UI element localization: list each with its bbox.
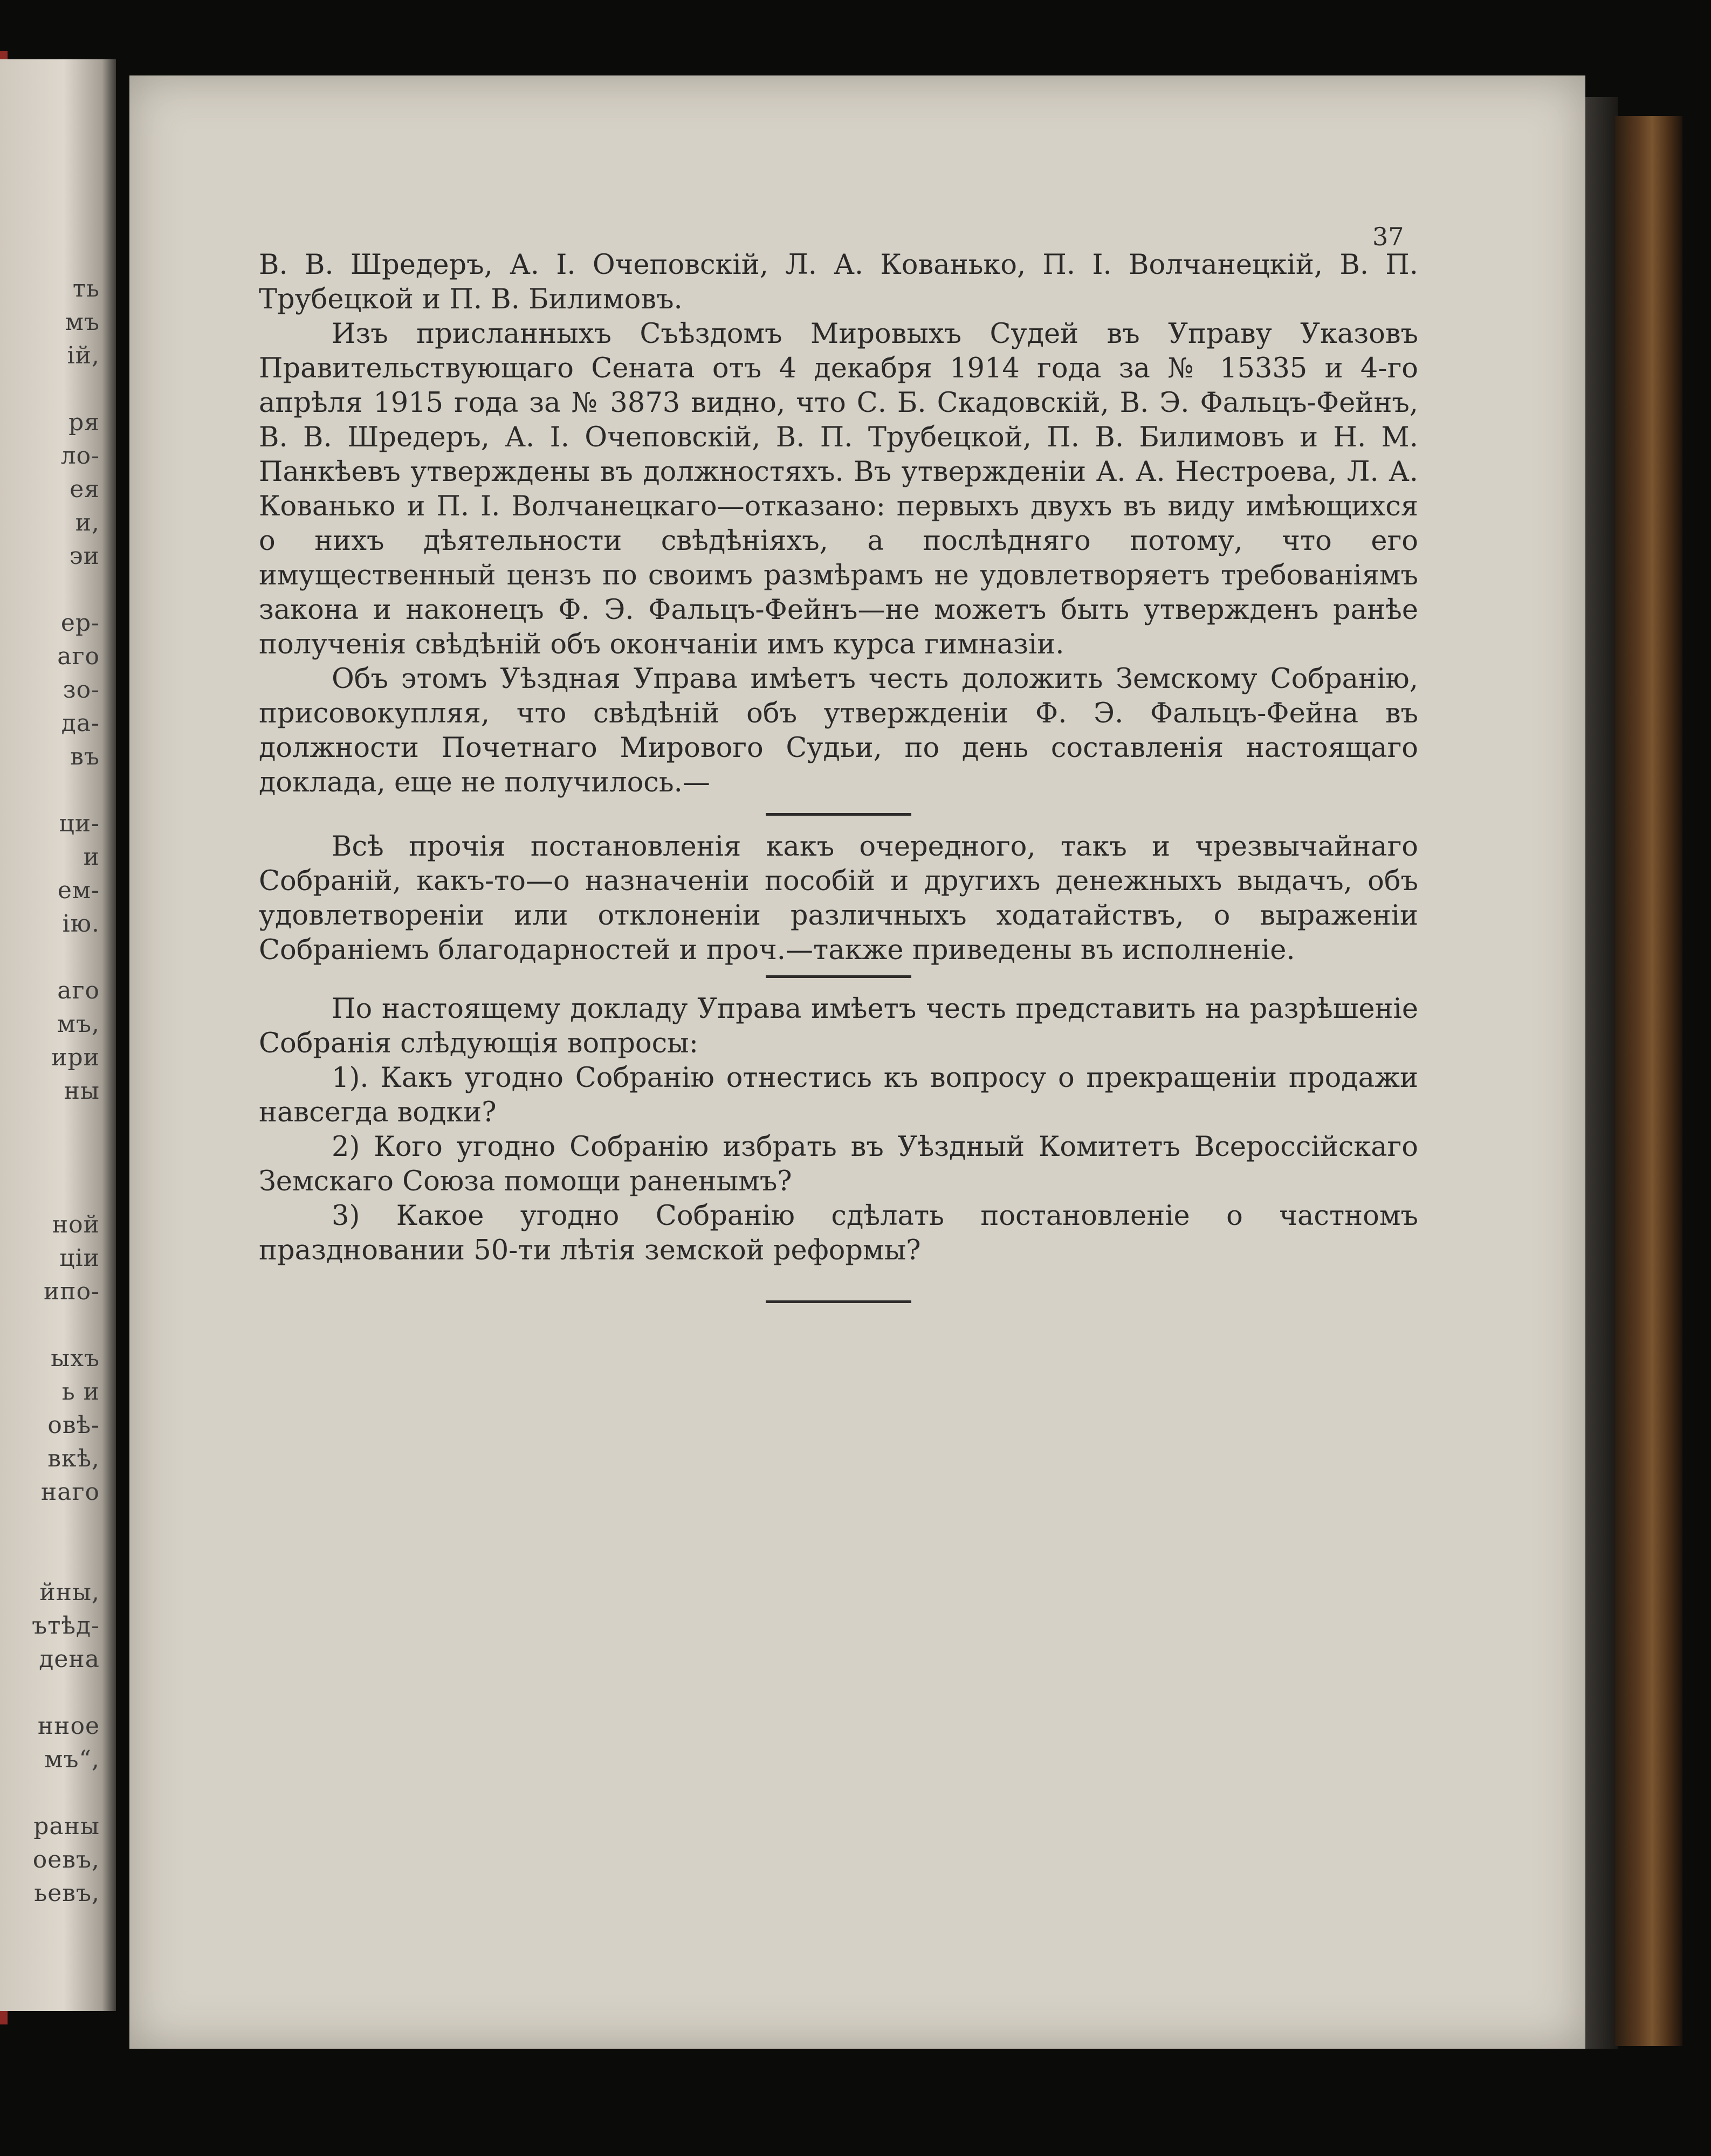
left-page-text-fragment: да- — [61, 710, 100, 737]
left-page-text-fragment: ьевъ, — [34, 1879, 100, 1907]
left-page-text-fragment: овѣ- — [47, 1411, 100, 1439]
paragraph-names-list: В. В. Шредеръ, А. І. Очеповскій, Л. А. Кованько, П. І. Волчанецкій, В. П. Трубецкой и П. В. Билимовъ. — [259, 249, 1418, 315]
left-page-text-fragment: ій, — [67, 342, 100, 369]
left-page-text-fragment: ыхъ — [51, 1345, 100, 1372]
left-page-text-fragment: ло- — [60, 442, 100, 470]
left-page-text-fragment: ци- — [59, 810, 100, 837]
paragraph-other-resolutions: Всѣ прочія постановленія какъ очередного, такъ и чрезвычайнаго Собраній, какъ-то—о назначеніи пособій и другихъ денежныхъ выдачъ, объ удовлетвореніи или отклоненіи различныхъ ходатайствъ, о выраженіи Собраніемъ благодарностей и проч.—также приведены въ исполненіе. — [259, 831, 1418, 966]
left-page-text-fragment: вкѣ, — [47, 1445, 100, 1472]
left-page-text-fragment: нное — [37, 1712, 100, 1740]
left-page-text-fragment: аго — [57, 977, 100, 1004]
paragraph-senate-decrees: Изъ присланныхъ Съѣздомъ Мировыхъ Судей въ Управу Указовъ Правительствующаго Сената отъ 4 декабря 1914 года за № 15335 и 4-го апрѣля 1915 года за № 3873 видно, что С. Б. Скадовскій, В. Э. Фальцъ-Фейнъ, В. В. Шредеръ, А. І. Очеповскій, В. П. Трубецкой, П. В. Билимовъ и Н. М. Панкѣевъ утверждены въ должностяхъ. Въ утвержденіи А. А. Нестроева, Л. А. Кованько и П. І. Волчанецкаго—отказано: первыхъ двухъ въ виду имѣющихся о нихъ дѣятельности свѣдѣніяхъ, а послѣдняго потому, что его имущественный цензъ по своимъ размѣрамъ не удовлетворяетъ требованіямъ закона и наконецъ Ф. Э. Фальцъ-Фейнъ—не можетъ быть утвержденъ ранѣе полученія свѣдѣній объ окончаніи имъ курса гимназіи. — [259, 318, 1418, 660]
left-page-text-fragment: ря — [68, 409, 100, 436]
questions-list — [259, 1061, 1418, 1268]
left-page-text-fragment: ер- — [60, 609, 100, 637]
left-page-text-fragment: мъ, — [57, 1010, 100, 1038]
left-page-text-fragment: ем- — [57, 877, 100, 904]
left-page-text-fragment: наго — [40, 1478, 100, 1506]
end-divider — [766, 1300, 911, 1303]
left-page-text-fragment: ътѣд- — [32, 1612, 100, 1640]
page-number: 37 — [1372, 222, 1404, 251]
left-page-text-fragment: ію. — [62, 910, 100, 938]
question-item: 1). Какъ угодно Собранію отнестись къ вопросу о прекращеніи продажи навсегда водки? — [259, 1062, 1418, 1128]
left-facing-page — [0, 59, 116, 2011]
left-page-text-fragment: и, — [75, 509, 100, 536]
page-body — [259, 248, 1418, 1303]
left-page-text-fragment: ціи — [59, 1244, 100, 1272]
book-spine — [1615, 116, 1682, 2046]
left-page-text-fragment: въ — [70, 743, 100, 770]
left-page-text-fragment: и — [83, 843, 100, 871]
left-page-text-fragment: ной — [52, 1211, 100, 1238]
question-item: 2) Кого угодно Собранію избрать въ Уѣздный Комитетъ Всероссійскаго Земскаго Союза помощи раненымъ? — [259, 1131, 1418, 1197]
paragraph-report-notice: Объ этомъ Уѣздная Управа имѣетъ честь доложить Земскому Собранію, присовокупляя, что свѣдѣній объ утвержденіи Ф. Э. Фальцъ-Фейна въ должности Почетнаго Мирового Судьи, по день составленія настоящаго доклада, еще не получилось.— — [259, 663, 1418, 798]
left-page-text-fragment: зо- — [63, 676, 100, 704]
left-page-text-fragment: ипо- — [43, 1278, 100, 1305]
left-page-text-fragment: ть — [72, 275, 100, 302]
left-page-text-fragment: йны, — [39, 1579, 100, 1606]
left-page-text-fragment: эи — [70, 542, 100, 570]
left-page-text-fragment: аго — [57, 643, 100, 670]
left-page-text-fragment: ея — [70, 476, 100, 503]
left-page-text-fragment: мъ — [65, 308, 100, 336]
left-page-text-fragment: ны — [64, 1077, 100, 1105]
left-page-text-fragment: мъ“, — [44, 1746, 100, 1773]
section-divider — [766, 975, 911, 978]
left-page-text-fragment: ь и — [61, 1378, 100, 1406]
left-page-text-fragment: оевъ, — [32, 1846, 100, 1873]
question-item: 3) Какое угодно Собранію сдѣлать постановленіе о частномъ праздновании 50-ти лѣтія земской реформы? — [259, 1200, 1418, 1266]
paragraph-questions-intro: По настоящему докладу Управа имѣетъ честь представить на разрѣшеніе Собранія слѣдующія вопросы: — [259, 993, 1418, 1059]
left-page-text-fragment: раны — [33, 1813, 100, 1840]
left-page-text-fragment: дена — [39, 1645, 100, 1673]
page-gutter-shadow — [1585, 97, 1618, 2049]
left-page-text-fragment: ири — [51, 1044, 100, 1071]
section-divider — [766, 813, 911, 816]
